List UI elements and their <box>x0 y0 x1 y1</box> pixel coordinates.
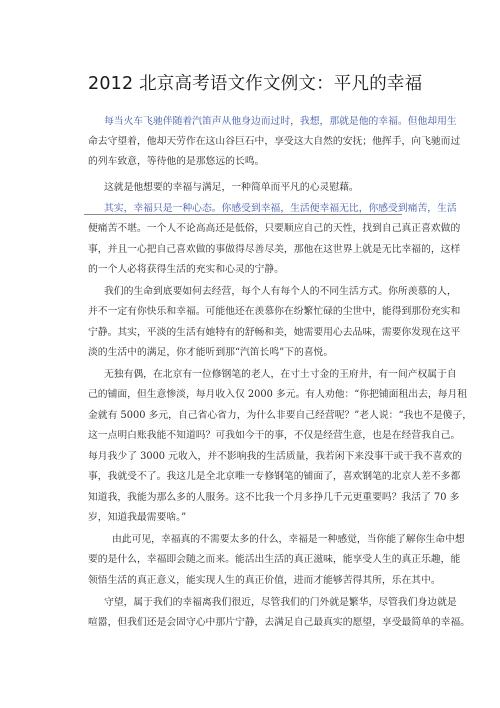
text-line: 领悟生活的真正意义，能实现人生的真正价值，进而才能够苦得其所，乐在其中。 <box>88 575 441 586</box>
text-line: 每当火车飞驰伴随着汽笛声从他身边而过时，我想，那就是他的幸福。但他却用生 <box>104 116 457 127</box>
text-line: 守望，属于我们的幸福离我们很近，尽管我们的门外就是繁华，尽管我们身边就是 <box>104 597 457 608</box>
page-title: 2012 北京高考语文作文例文：平凡的幸福 <box>88 74 423 94</box>
text-line: 己的铺面，但生意惨淡，每月收入仅 2000 多元。有人劝他：“你把铺面租出去，每月租 <box>88 389 468 400</box>
text-line: 这就是他想要的幸福与满足，一种简单而平凡的心灵慰藉。 <box>104 182 359 193</box>
text-line: 喧嚣，但我们还是会固守心中那片宁静，去满足自己最真实的愿望，享受最简单的幸福。 <box>88 617 471 628</box>
text-line: 无独有偶，在北京有一位修钢笔的老人，在寸土寸金的王府井，有一间产权属于自 <box>104 369 457 380</box>
text-line: 事，并且一心把自己喜欢做的事做得尽善尽美，那他在这世界上就是无比幸福的，这样 <box>88 244 461 255</box>
text-line: 淡的生活中的满足，你才能听到那“汽笛长鸣”下的喜悦。 <box>88 347 334 358</box>
text-line: 宁静。其实，平淡的生活有她特有的舒畅和美，她需要用心去品味，需要你发现在这平 <box>88 327 461 338</box>
text-line: 岁，知道我最需要啥。” <box>88 512 187 523</box>
text-line: 我们的生命到底要如何去经营，每个人有每个人的不同生活方式。你所羡慕的人， <box>104 286 457 297</box>
text-line: 金就有 5000 多元，自己省心省力，为什么非要自己经营呢？”老人说：“我也不是傻子， <box>88 410 473 421</box>
text-line: 其实，幸福只是一种心态。你感受到幸福，生活便幸福无比，你感受到痛苦，生活 <box>104 203 457 214</box>
text-line: 的一个人必将获得生活的充实和心灵的宁静。 <box>88 264 284 275</box>
highlight-underline <box>84 214 402 215</box>
text-line: 便痛苦不堪。一个人不论高高还是低俗，只要顺应自己的天性，找到自己真正喜欢做的 <box>88 223 461 234</box>
text-line: 命去守望着，他却天劳作在这山谷巨石中，享受这大自然的安抚；他挥手，向飞驰而过 <box>88 136 461 147</box>
text-line: 知道我，我能为那么多的人服务。这不比我一个月多挣几千元更重要吗？我活了 70 多 <box>88 492 460 503</box>
text-line: 并不一定有你快乐和幸福。可能他还在羡慕你在纷繁忙碌的尘世中，能得到那份充实和 <box>88 306 461 317</box>
text-line: 由此可见，幸福真的不需要太多的什么，幸福是一种感觉，当你能了解你生命中想 <box>112 534 465 545</box>
text-line: 事，我就受不了。我这儿是全北京唯一专修钢笔的铺面了，喜欢钢笔的北京人差不多都 <box>88 471 461 482</box>
text-line: 每月我少了 3000 元收入，并不影响我的生活质量，我若闲下来没事干或干我不喜欢的 <box>88 451 463 462</box>
text-line: 这一点明白账我能不知道吗？可我如今干的事，不仅是经营生意，也是在经营我自己。 <box>88 430 461 441</box>
text-line: 要的是什么，幸福即会随之而来。能活出生活的真正滋味，能享受人生的真正乐趣，能 <box>88 554 461 565</box>
text-line: 的列车致意，等待他的是那悠远的长鸣。 <box>88 156 265 167</box>
